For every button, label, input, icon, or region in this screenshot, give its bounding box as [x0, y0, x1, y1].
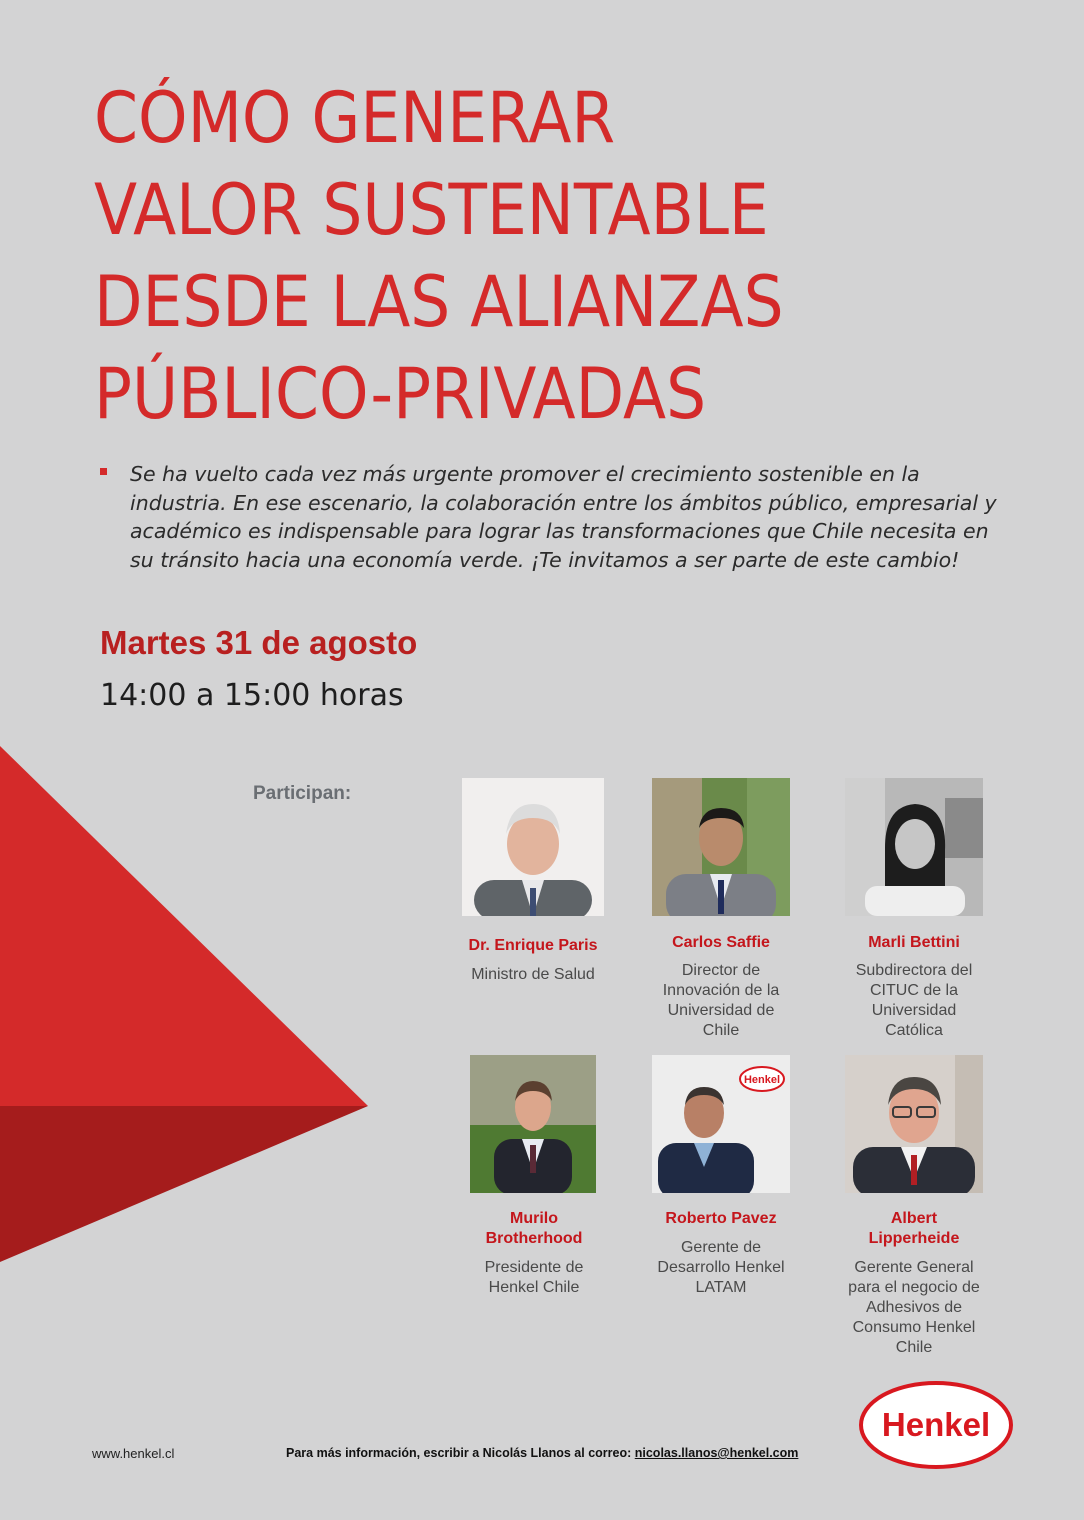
participant-photo-brotherhood	[470, 1055, 596, 1193]
participant-name: Dr. Enrique Paris	[468, 937, 598, 954]
henkel-logo	[858, 1380, 1014, 1470]
participant-role: Gerente General para el negocio de Adhesivos de Consumo Henkel Chile	[848, 1259, 980, 1356]
footer-email-link[interactable]: nicolas.llanos@henkel.com	[634, 1446, 799, 1460]
participant-role: Director de Innovación de la Universidad de Chile	[662, 962, 780, 1039]
footer-url[interactable]: www.henkel.cl	[92, 1446, 175, 1461]
participant-name: Roberto Pavez	[665, 1210, 777, 1227]
participant-name: Murilo Brotherhood	[485, 1210, 583, 1247]
event-date: Martes 31 de agosto	[100, 624, 418, 661]
title-line-4: PÚBLICO-PRIVADAS	[94, 353, 707, 435]
participant-photo-pavez	[652, 1055, 790, 1193]
title-line-1: CÓMO GENERAR	[94, 77, 616, 159]
decorative-triangles	[0, 746, 370, 1262]
participant-photo-lipperheide	[845, 1055, 983, 1193]
participant-photo-paris	[462, 778, 604, 916]
participant-role: Presidente de Henkel Chile	[484, 1259, 584, 1296]
participant-photo-saffie	[652, 778, 790, 916]
page-title	[94, 72, 958, 440]
participant-role: Gerente de Desarrollo Henkel LATAM	[657, 1239, 785, 1296]
participant-name: Carlos Saffie	[672, 934, 770, 951]
participant-name: Marli Bettini	[868, 934, 960, 951]
intro-text: Se ha vuelto cada vez más urgente promover el crecimiento sostenible en la industria. En ese escenario, la colaboración entre los ámbitos público, empresarial y académico es indispensable para lograr las transformaciones que Chile necesita en su tránsito hacia una economía verde. ¡Te invitamos a ser parte de este cambio!	[130, 462, 997, 572]
participant-role: Ministro de Salud	[471, 966, 595, 983]
event-hours: 14:00 a 15:00 horas	[100, 678, 404, 713]
participant-photo-bettini	[845, 778, 983, 916]
participant-role: Subdirectora del CITUC de la Universidad Católica	[855, 962, 973, 1039]
footer-info	[286, 1446, 798, 1460]
svg-text:Henkel: Henkel	[743, 1074, 781, 1086]
title-line-3: DESDE LAS ALIANZAS	[94, 261, 784, 343]
title-line-2: VALOR SUSTENTABLE	[94, 169, 769, 251]
logo-text: Henkel	[881, 1406, 991, 1443]
footer-info-text: Para más información, escribir a Nicolás Llanos al correo:	[286, 1446, 635, 1460]
participant-name: Albert Lipperheide	[868, 1210, 960, 1247]
participants-label: Participan:	[253, 783, 352, 804]
bullet-square-icon	[100, 468, 107, 475]
